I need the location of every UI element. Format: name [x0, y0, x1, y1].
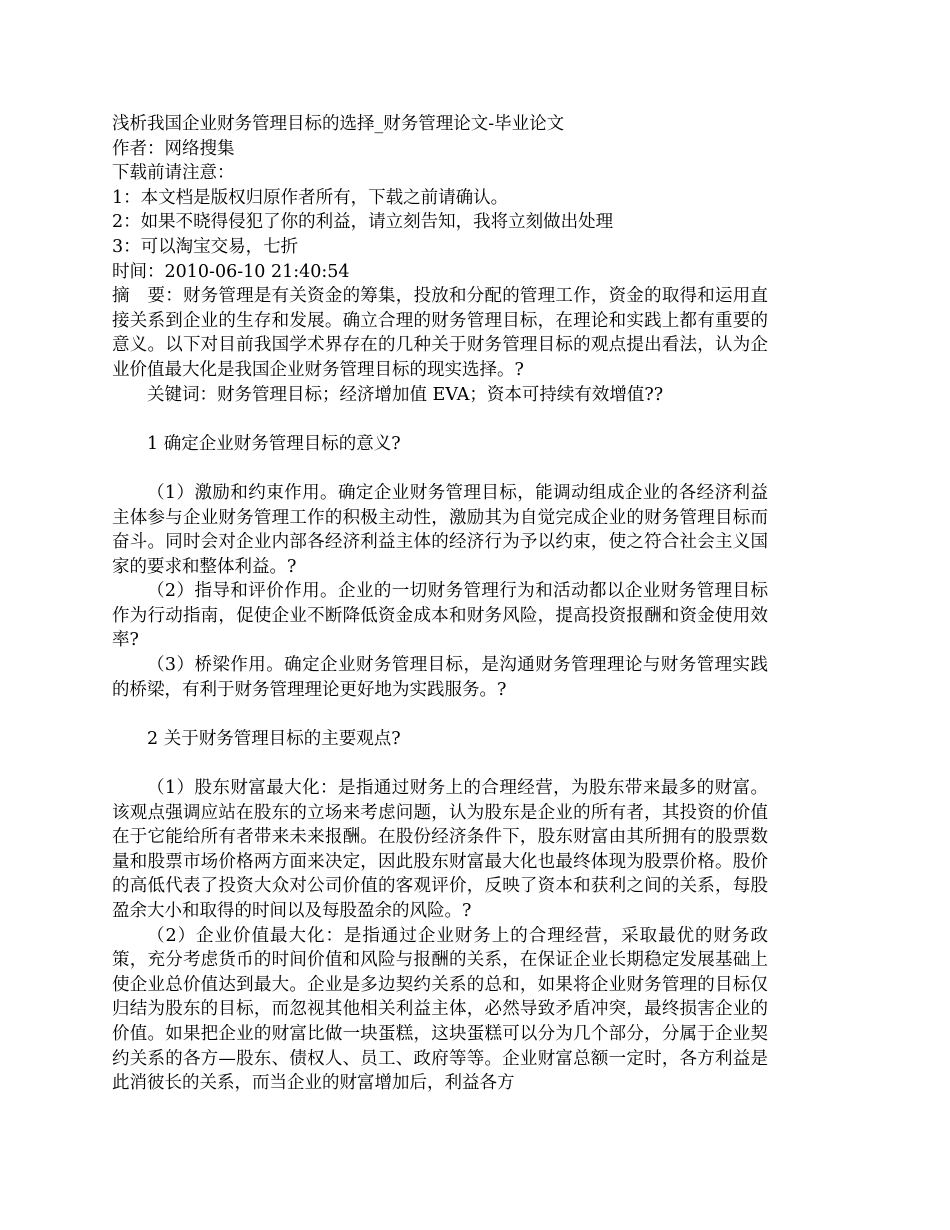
- blank-line: [112, 407, 768, 432]
- body-paragraph: （3）桥梁作用。确定企业财务管理目标，是沟通财务管理理论与财务管理实践的桥梁，有利于财务管理理论更好地为实践服务。?: [112, 655, 768, 700]
- blank-line: [112, 702, 768, 727]
- blank-line: [112, 456, 768, 481]
- time-line: 时间：2010-06-10 21:40:54: [112, 261, 350, 282]
- section-heading: 1 确定企业财务管理目标的意义?: [147, 433, 401, 454]
- author-line: 作者：网络搜集: [112, 138, 235, 159]
- body-paragraph: （2）企业价值最大化：是指通过企业财务上的合理经营，采取最优的财务政策，充分考虑货币的时间价值和风险与报酬的关系，在保证企业长期稳定发展基础上使企业总价值达到最大。企业是多边契约关系的总和，如果将企业财务管理的目标仅归结为股东的目标，而忽视其他相关利益主体，必然导致矛盾冲突，最终损害企业的价值。如果把企业的财富比做一块蛋糕，这块蛋糕可以分为几个部分，分属于企业契约关系的各方—股东、债权人、员工、政府等等。企业财富总额一定时，各方利益是此消彼长的关系，而当企业的财富增加后，利益各方: [112, 925, 768, 1094]
- blank-line: [112, 751, 768, 776]
- body-paragraph: （2）指导和评价作用。企业的一切财务管理行为和活动都以企业财务管理目标作为行动指南，促使企业不断降低资金成本和财务风险，提高投资报酬和资金使用效率?: [112, 581, 768, 651]
- body-paragraph: （1）激励和约束作用。确定企业财务管理目标，能调动组成企业的各经济利益主体参与企业财务管理工作的积极主动性，激励其为自觉完成企业的财务管理目标而奋斗。同时会对企业内部各经济利益主体的经济行为予以约束，使之符合社会主义国家的要求和整体利益。?: [112, 482, 768, 577]
- notice-item: 2：如果不晓得侵犯了你的利益，请立刻告知，我将立刻做出处理: [112, 212, 614, 233]
- notice-item: 3：可以淘宝交易，七折: [112, 236, 299, 257]
- notice-heading: 下载前请注意：: [112, 163, 235, 184]
- body-paragraph: （1）股东财富最大化：是指通过财务上的合理经营，为股东带来最多的财富。该观点强调应站在股东的立场来考虑问题，认为股东是企业的所有者，其投资的价值在于它能给所有者带来未来报酬。在股份经济条件下，股东财富由其所拥有的股票数量和股票市场价格两方面来决定，因此股东财富最大化也最终体现为股票价格。股价的高低代表了投资大众对公司价值的客观评价，反映了资本和获利之间的关系，每股盈余大小和取得的时间以及每股盈余的风险。?: [112, 778, 768, 921]
- keywords-line: 关键词：财务管理目标；经济增加值 EVA；资本可持续有效增值??: [147, 384, 664, 405]
- abstract-paragraph: 摘 要：财务管理是有关资金的筹集，投放和分配的管理工作，资金的取得和运用直接关系到企业的生存和发展。确立合理的财务管理目标，在理论和实践上都有重要的意义。以下对目前我国学术界存在的几种关于财务管理目标的观点提出看法，认为企业价值最大化是我国企业财务管理目标的现实选择。?: [112, 286, 768, 380]
- section-heading: 2 关于财务管理目标的主要观点?: [147, 728, 401, 749]
- notice-item: 1：本文档是版权归原作者所有，下载之前请确认。: [112, 187, 509, 208]
- document-title: 浅析我国企业财务管理目标的选择_财务管理论文-毕业论文: [112, 114, 565, 134]
- document-page: [112, 112, 768, 1096]
